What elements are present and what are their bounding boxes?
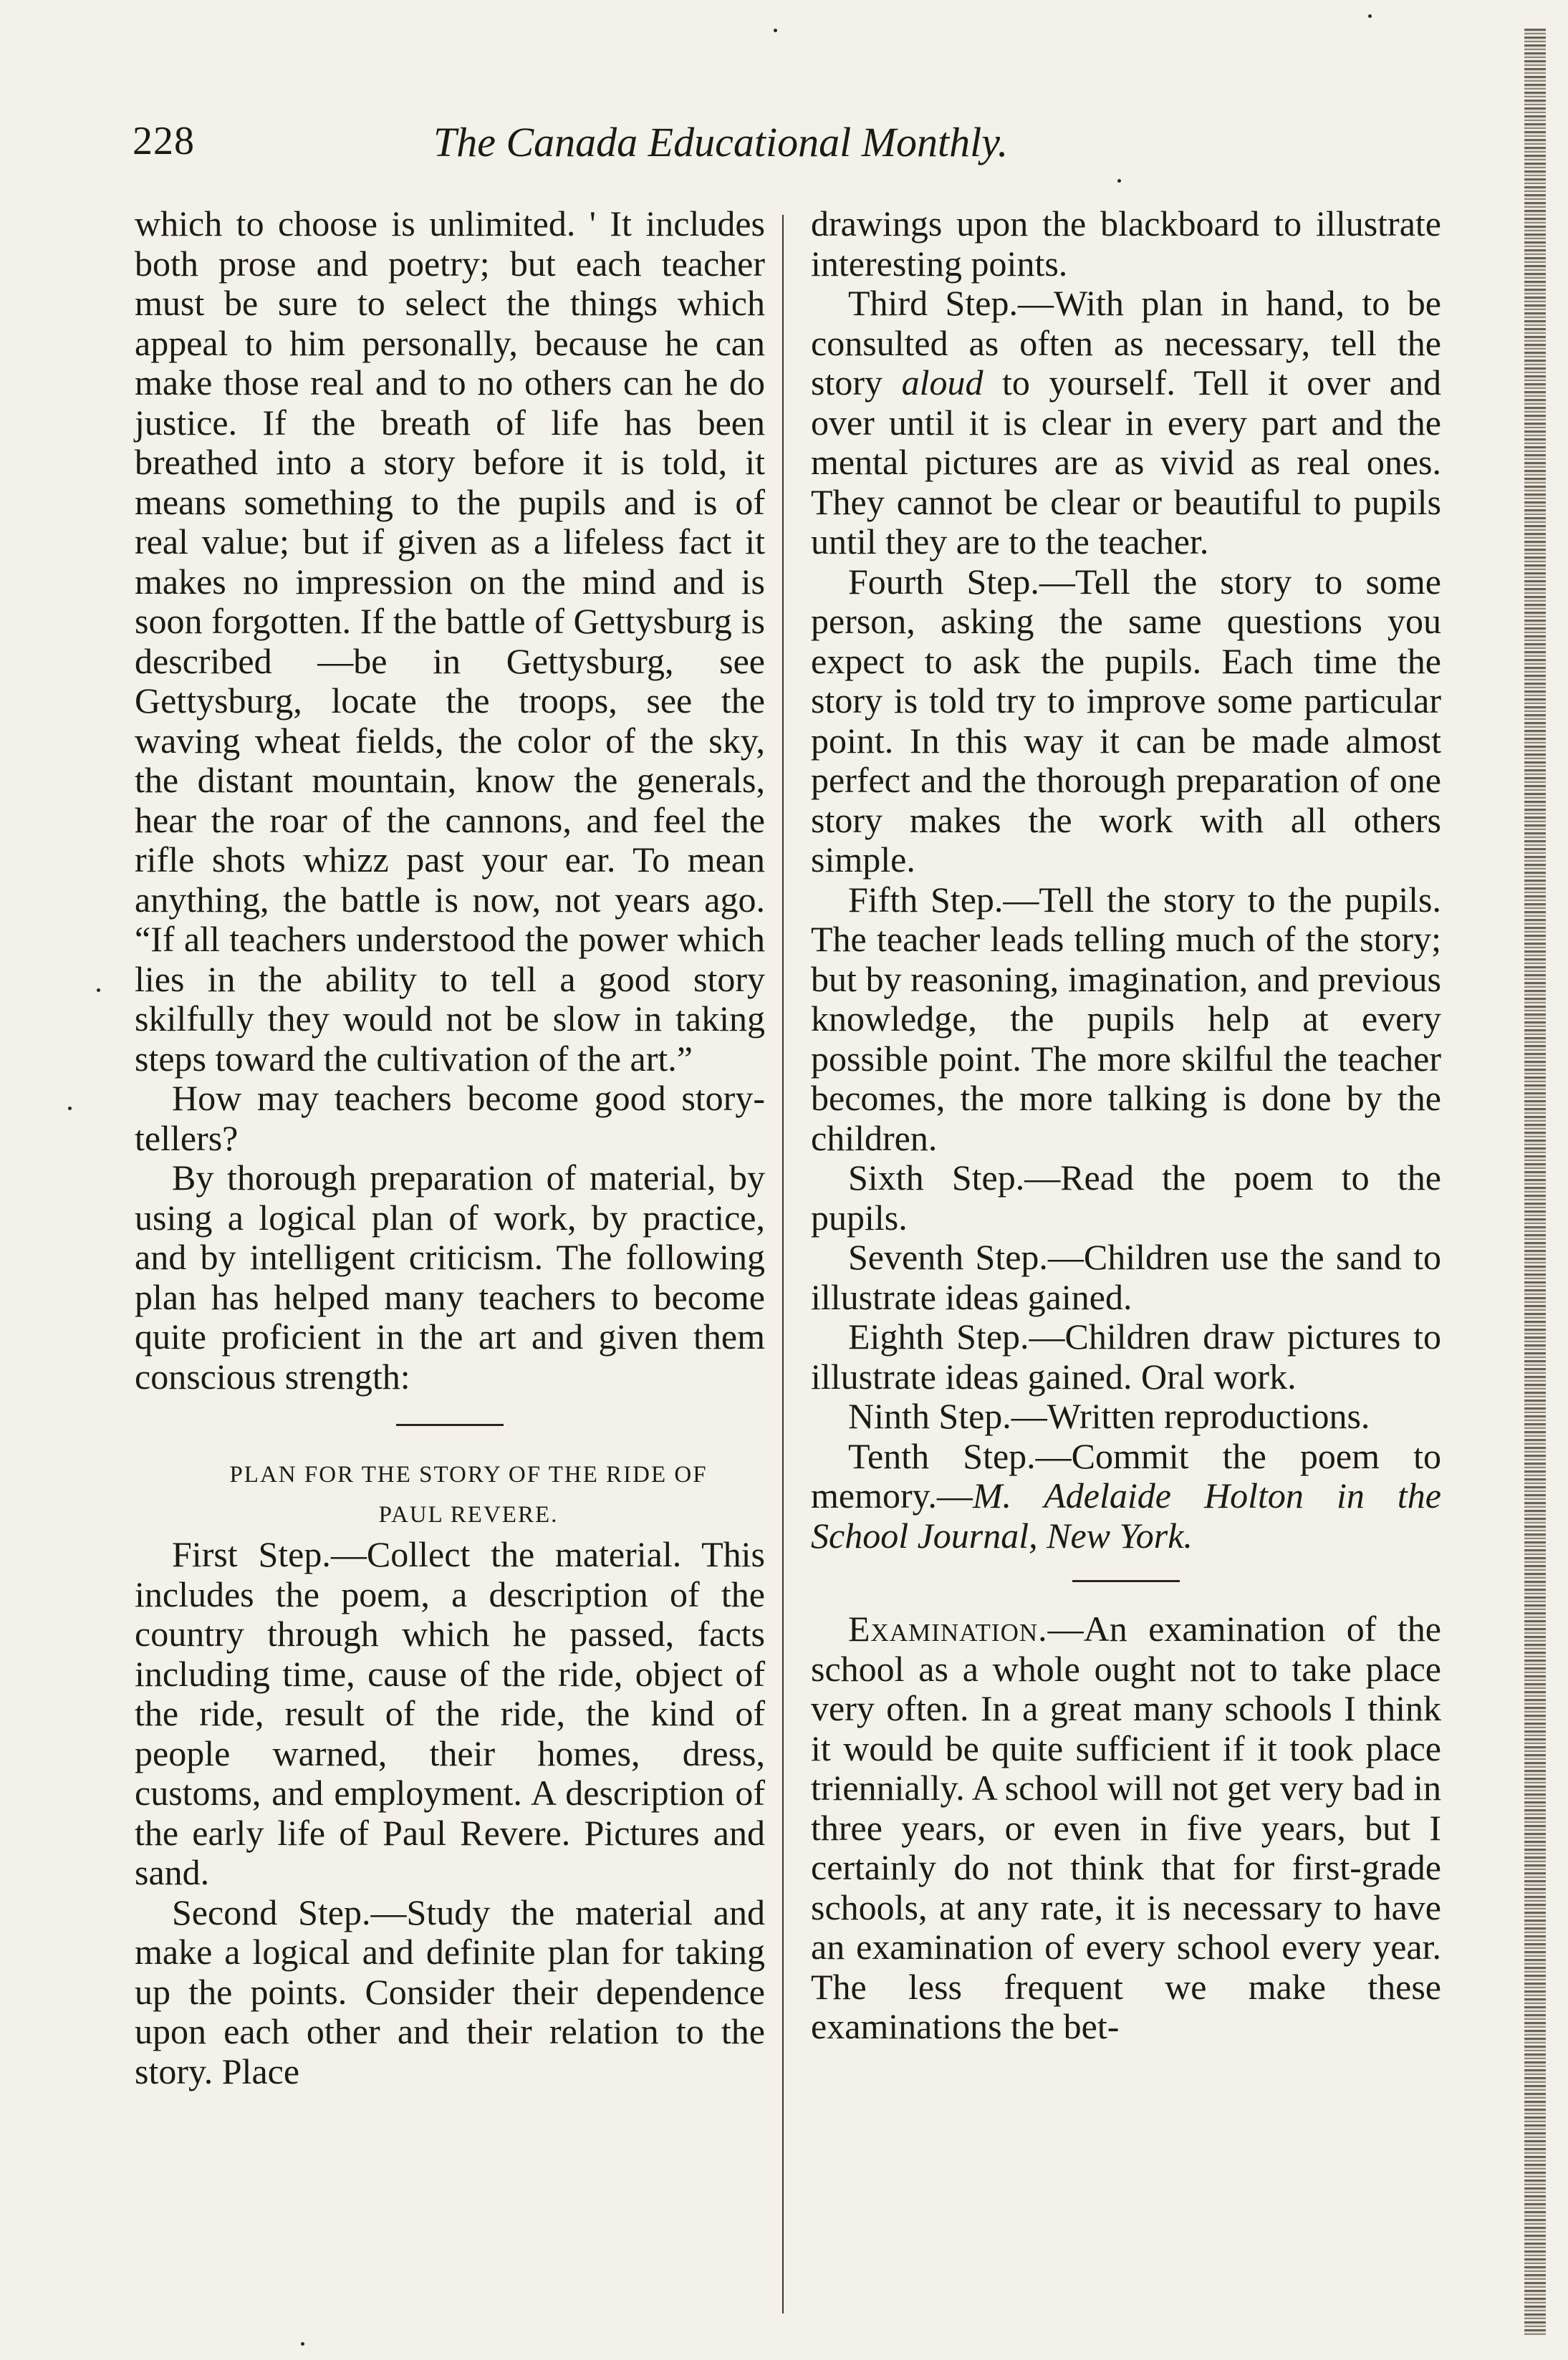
page-header — [133, 118, 1135, 175]
examination-paragraph — [811, 1609, 1441, 2047]
step-8: Eighth Step.—Children draw pictures to illustrate ideas gained. Oral work. — [811, 1316, 1441, 1397]
step-9: Ninth Step.—Written reproductions. — [848, 1396, 1370, 1436]
examination-label: Examination. — [848, 1609, 1048, 1649]
step-1: First Step.—Collect the material. This includes the poem, a description of the country through which he passed, facts including time, cause of the ride, object of the ride, result of the ride, the kind of people warned, their homes, dress, customs, and employment. A description of the early life of Paul Revere. Pictures and sand. — [135, 1534, 765, 1892]
examination-text: —An examination of the school as a whole ought not to take place very often. In a great many schools I think it would be quite sufficient if it took place triennially. A school will not get very bad in three years, or even in five years, but I certainly do not think that for first-grade schools, at any rate, it is necessary to have an examination of every school every year. The less frequent we make these examinations the bet- — [811, 1609, 1441, 2046]
right-column — [811, 204, 1441, 2047]
paragraph: which to choose is unlimited. ' It includes both prose and poetry; but each teacher must be sure to select the things which appeal to him personally, because he can make those real and to no others can he do justice. If the breath of life has been breathed into a story before it is told, it means something to the pupils and is of real value; but if given as a lifeless fact it makes no impression on the mind and is soon forgotten. If the battle of Gettysburg is described —be in Gettysburg, see Gettysburg, locate the troops, see the waving wheat fields, the color of the sky, the distant mountain, know the generals, hear the roar of the cannons, and feel the rifle shots whizz past your ear. To mean anything, the battle is now, not years ago. “If all teachers understood the power which lies in the ability to tell a good story skilfully they would not be slow in taking steps toward the cultivation of the art.” — [135, 203, 765, 1079]
plan-heading-line-2: PAUL REVERE. — [378, 1502, 559, 1528]
page-number: 228 — [133, 119, 195, 163]
step-3-text-rest: to yourself. Tell it over and over until it is clear in every part and the mental pictures are as vivid as real ones. They cannot be clear or beautiful to pupils until they are to the teacher. — [811, 362, 1441, 562]
section-divider — [1072, 1580, 1180, 1582]
column-divider — [782, 215, 784, 2313]
running-title: The Canada Educational Monthly. — [433, 119, 1009, 165]
step-10-text: Tenth Step.—Commit the poem to memory.— — [811, 1435, 1441, 1516]
paragraph: How may teachers become good story-tellers? — [135, 1078, 765, 1158]
step-7: Seventh Step.—Children use the sand to illustrate ideas gained. — [811, 1237, 1441, 1317]
ink-speck — [68, 1107, 72, 1110]
step-3 — [811, 284, 1441, 562]
step-4: Fourth Step.—Tell the story to some person, asking the same questions you expect to ask the pupils. Each time the story is told try to improve some particular point. In this way it can be made almost perfect and the thorough preparation of one story makes the work with all others simple. — [811, 561, 1441, 880]
step-10-citation: M. Adelaide Holton in the School Journal, New York. — [811, 1475, 1441, 1556]
plan-heading-line-1: PLAN FOR THE STORY OF THE RIDE OF — [229, 1462, 708, 1488]
left-column — [135, 204, 765, 2091]
paragraph: By thorough preparation of material, by using a logical plan of work, by practice, and by intelligent criticism. The following plan has helped many teachers to become quite proficient in the art and given them conscious strength: — [135, 1157, 765, 1397]
step-3-emphasis: aloud — [901, 362, 983, 403]
ink-speck — [97, 988, 100, 992]
ink-speck — [1117, 179, 1121, 183]
step-3-text: Third Step.—With plan in hand, to be consulted as often as necessary, tell the story — [811, 283, 1441, 403]
section-divider — [396, 1424, 504, 1426]
ink-speck — [774, 29, 777, 32]
step-5: Fifth Step.—Tell the story to the pupils. The teacher leads telling much of the story; but by reasoning, imagination, and previous knowledge, the pupils help at every possible point. The more skilful the teacher becomes, the more talking is done by the children. — [811, 879, 1441, 1158]
step-10 — [811, 1437, 1441, 1556]
ink-speck — [1368, 14, 1372, 18]
binding-edge — [1524, 29, 1546, 2335]
step-2: Second Step.—Study the material and make a logical and definite plan for taking up the points. Consider their dependence upon each other and their relation to the story. Place — [135, 1892, 765, 2091]
ink-speck — [301, 2342, 304, 2346]
step-6: Sixth Step.—Read the poem to the pupils. — [811, 1157, 1441, 1238]
paragraph: drawings upon the blackboard to illustrate interesting points. — [811, 203, 1441, 284]
